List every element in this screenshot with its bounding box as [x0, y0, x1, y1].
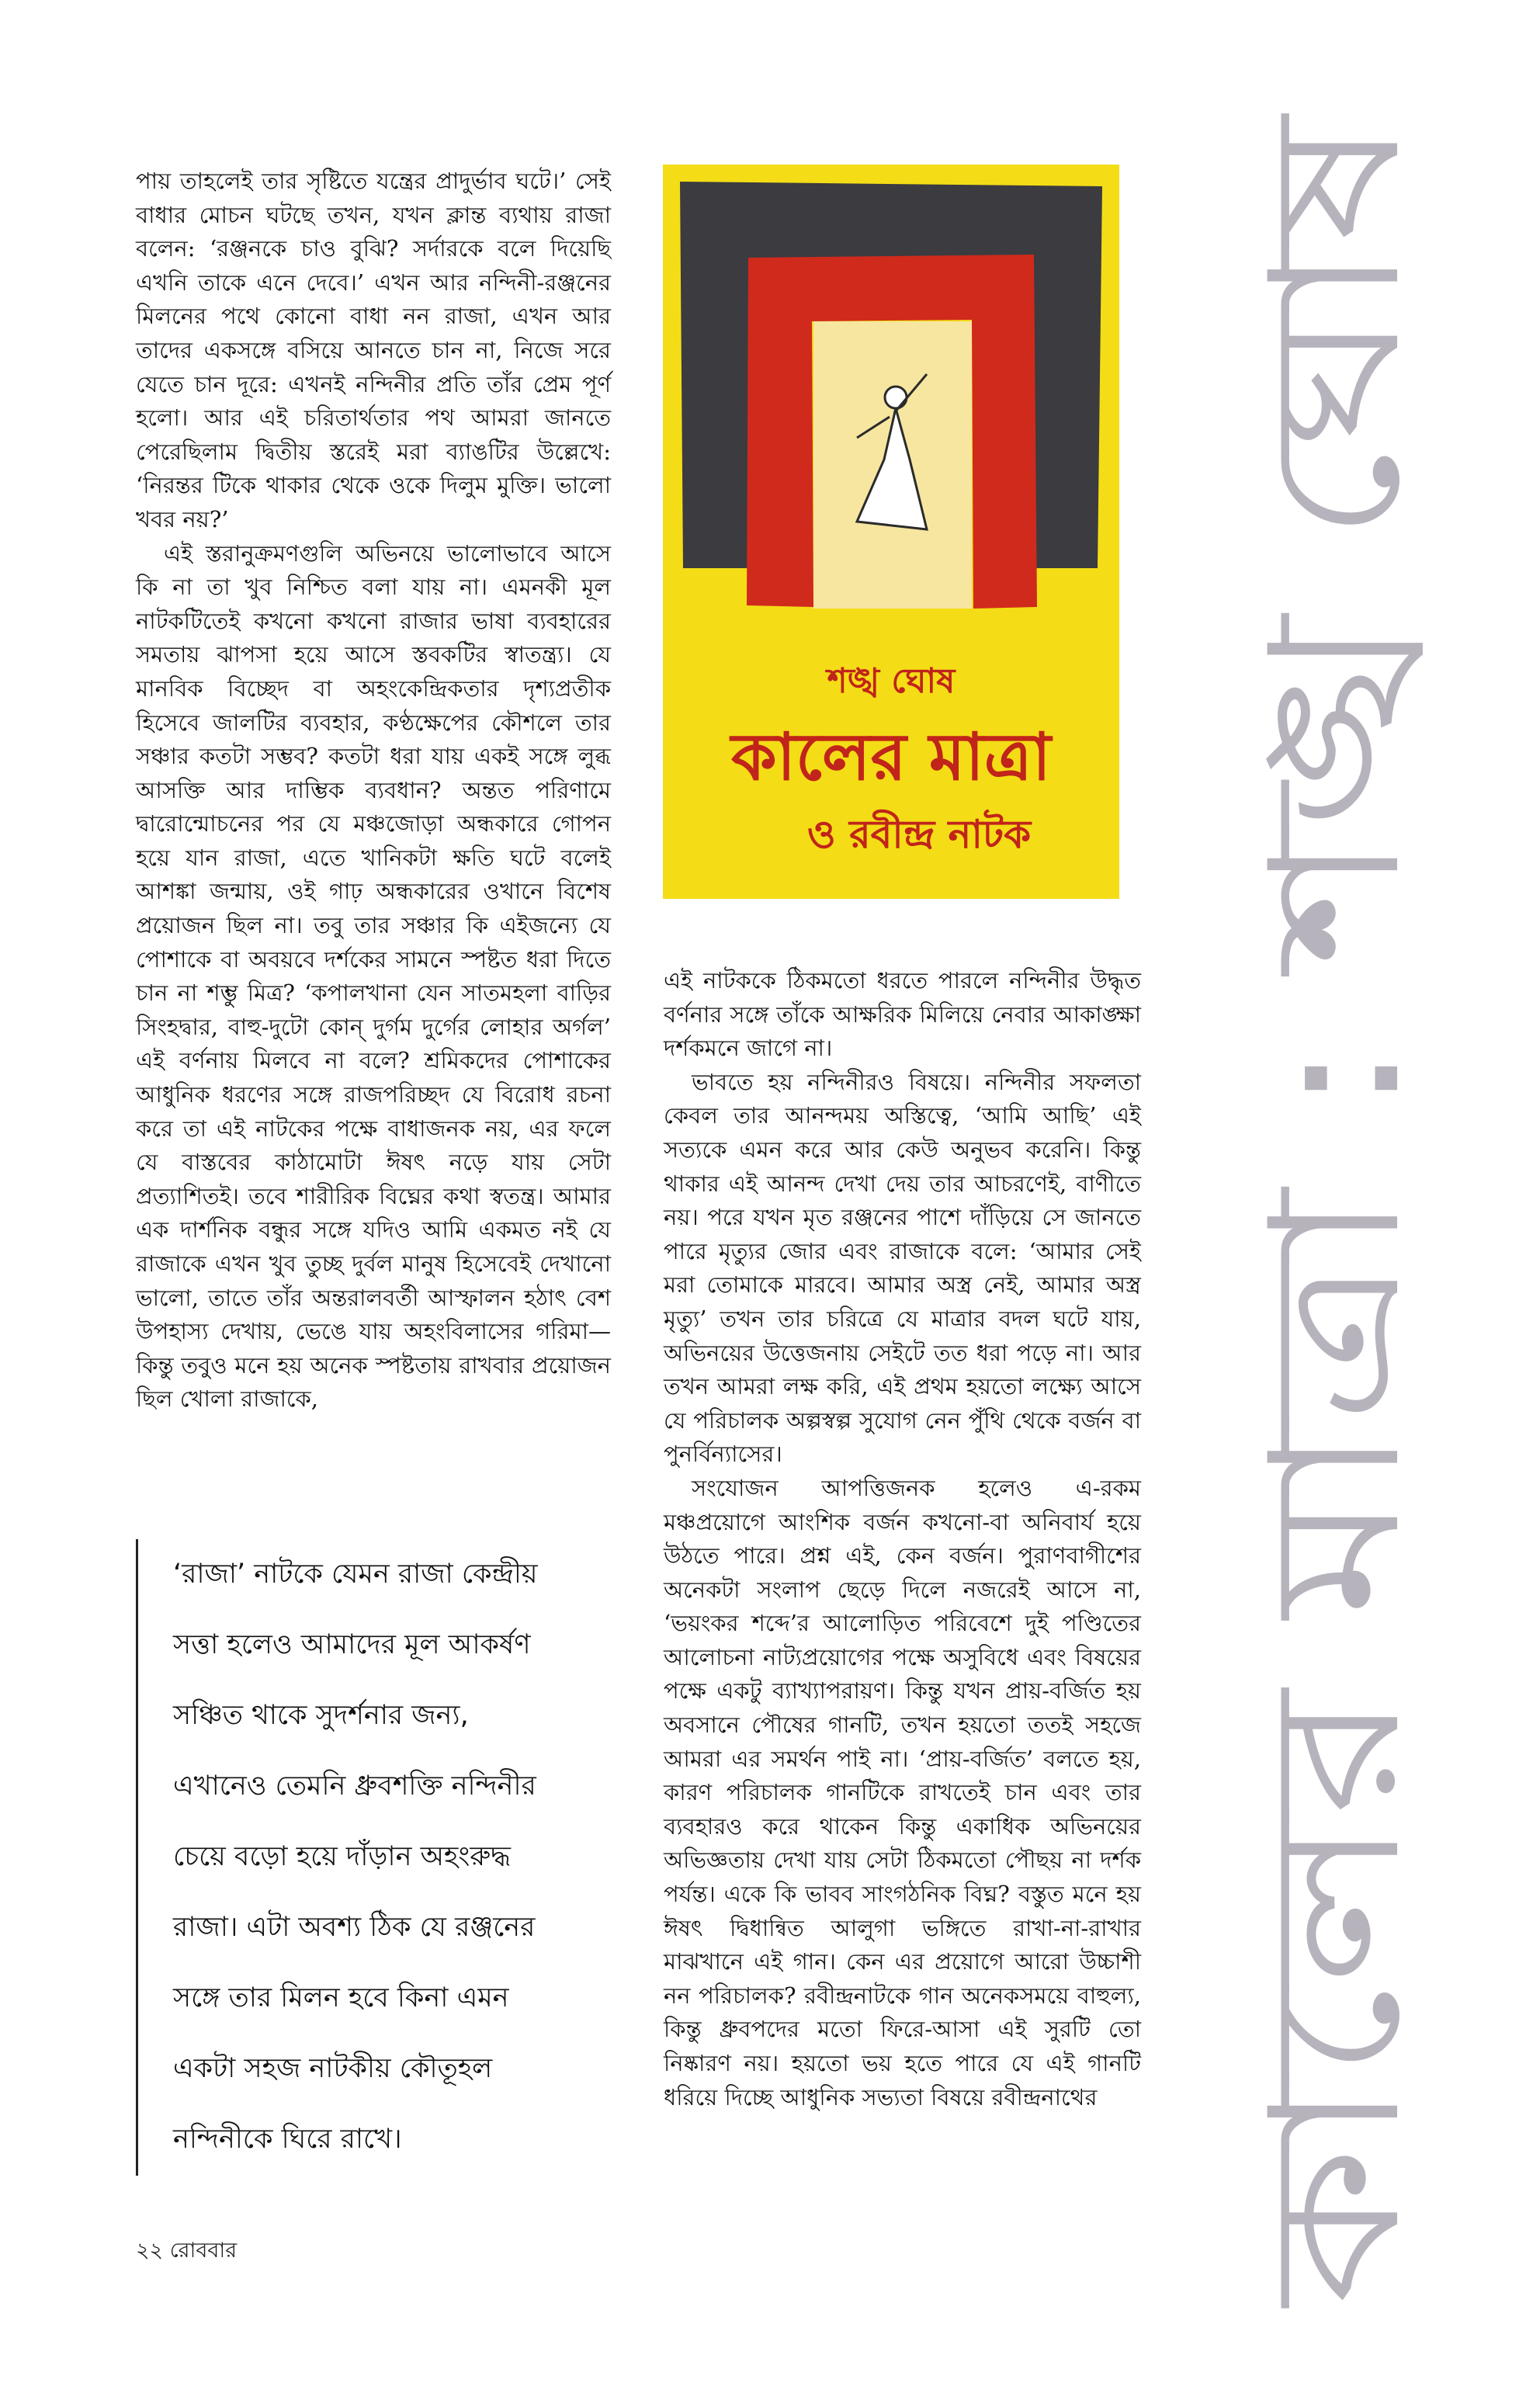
pull-quote-line: একটা সহজ নাটকীয় কৌতূহল: [173, 2053, 493, 2084]
pull-quote-line: ‘রাজা’ নাটকে যেমন রাজা কেন্দ্রীয়: [173, 1559, 538, 1590]
cover-author: শঙ্খ ঘোষ: [827, 661, 956, 701]
side-title-art: [1242, 85, 1483, 2321]
pull-quote-line: সঙ্গে তার মিলন হবে কিনা এমন: [173, 1982, 509, 2013]
paragraph: এই নাটককে ঠিকমতো ধরতে পারলে নন্দিনীর উদ্ধৃত বর্ণনার সঙ্গে তাঁকে আক্ষরিক মিলিয়ে নেবার আকাঙ্ক্ষা দর্শকমনে জাগে না।: [664, 967, 1141, 1062]
pull-quote-line: রাজা। এটা অবশ্য ঠিক যে রঞ্জনের: [173, 1912, 536, 1943]
pull-quote-line: সত্তা হলেও আমাদের মূল আকর্ষণ: [173, 1629, 531, 1660]
side-title-text: কালের মাত্রা : শঙ্খ ঘোষ: [1242, 598, 1440, 2305]
left-column-text: [136, 165, 611, 1417]
pull-quote-line: নন্দিনীকে ঘিরে রাখে।: [173, 2124, 402, 2155]
cover-subtitle: ও রবীন্দ্র নাটক: [806, 812, 1032, 857]
pull-quote-line: চেয়ে বড়ো হয়ে দাঁড়ান অহংরুদ্ধ: [173, 1841, 511, 1872]
page-footer: ২২ রোববার: [136, 2239, 238, 2263]
pull-quote: [136, 1539, 612, 2176]
cover-title: কালের মাত্রা: [731, 719, 1051, 795]
side-title-calligraphy: [1242, 85, 1483, 2321]
paragraph: পায় তাহলেই তার সৃষ্টিতে যন্ত্রের প্রাদুর্ভাব ঘটে।’ সেই বাধার মোচন ঘটছে তখন, যখন ক্লান্ত ব্যথায় রাজা বলেন: ‘রঞ্জনকে চাও বুঝি? সর্দারকে বলে দিয়েছি এখনি তাকে এনে দেবে।’ এখন আর নন্দিনী-রঞ্জনের মিলনের পথে কোনো বাধা নন রাজা, এখন আর তাদের একসঙ্গে বসিয়ে আনতে চান না, নিজে সরে যেতে চান দূরে: এখনই নন্দিনীর প্রতি তাঁর প্রেম পূর্ণ হলো। আর এই চরিতার্থতার পথ আমরা জানতে পেরেছিলাম দ্বিতীয় স্তরেই মরা ব্যাঙটির উল্লেখে: ‘নিরন্তর টিকে থাকার থেকে ওকে দিলুম মুক্তি। ভালো খবর নয়?’: [136, 168, 611, 532]
paragraph: সংযোজন আপত্তিজনক হলেও এ-রকম মঞ্চপ্রয়োগে আংশিক বর্জন কখনো-বা অনিবার্য হয়ে উঠতে পারে। প্রশ্ন এই, কেন বর্জন। পুরাণবাগীশের অনেকটা সংলাপ ছেড়ে দিলে নজরেই আসে না, ‘ভয়ংকর শব্দে’র আলোড়িত পরিবেশে দুই পণ্ডিতের আলোচনা নাট্যপ্রয়োগের পক্ষে অসুবিধে এবং বিষয়ের পক্ষে একটু ব্যাখ্যাপরায়ণ। কিন্তু যখন প্রায়-বর্জিত হয় অবসানে পৌষের গানটি, তখন হয়তো ততই সহজে আমরা এর সমর্থন পাই না। ‘প্রায়-বর্জিত’ বলতে হয়, কারণ পরিচালক গানটিকে রাখতেই চান এবং তার ব্যবহারও করে থাকেন কিন্তু একাধিক অভিনয়ের অভিজ্ঞতায় দেখা যায় সেটা ঠিকমতো পৌছয় না দর্শক পর্যন্ত। একে কি ভাবব সাংগঠনিক বিঘ্ন? বস্তুত মনে হয় ঈষৎ দ্বিধান্বিত আলুগা ভঙ্গিতে রাখা-না-রাখার মাঝখানে এই গান। কেন এর প্রয়োগে আরো উচ্চাশী নন পরিচালক? রবীন্দ্রনাটকে গান অনেকসময়ে বাহুল্য, কিন্তু ধ্রুবপদের মতো ফিরে-আসা এই সুরটি তো নিষ্কারণ নয়। হয়তো ভয় হতে পারে যে এই গানটি ধরিয়ে দিচ্ছে আধুনিক সভ্যতা বিষয়ে রবীন্দ্রনাথের: [664, 1474, 1141, 2110]
book-cover-image: [663, 165, 1119, 899]
paragraph: ভাবতে হয় নন্দিনীরও বিষয়ে। নন্দিনীর সফলতা কেবল তার আনন্দময় অস্তিত্বে, ‘আমি আছি’ এই সত্যকে এমন করে আর কেউ অনুভব করেনি। কিন্তু থাকার এই আনন্দ দেখা দেয় তার আচরণেই, বাণীতে নয়। পরে যখন মৃত রঞ্জনের পাশে দাঁড়িয়ে সে জানতে পারে মৃত্যুর জোর এবং রাজাকে বলে: ‘আমার সেই মরা তোমাকে মারবে। আমার অস্ত্র নেই, আমার অস্ত্র মৃত্যু’ তখন তার চরিত্রে যে মাত্রার বদল ঘটে যায়, অভিনয়ের উত্তেজনায় সেইটে তত ধরা পড়ে না। আর তখন আমরা লক্ষ করি, এই প্রথম হয়তো লক্ষ্যে আসে যে পরিচালক অল্পস্বল্প সুযোগ নেন পুঁথি থেকে বর্জন বা পুনর্বিন্যাসের।: [664, 1068, 1141, 1468]
pull-quote-line: সঞ্চিত থাকে সুদর্শনার জন্য,: [173, 1700, 469, 1731]
paragraph: এই স্তরানুক্রমণগুলি অভিনয়ে ভালোভাবে আসে কি না তা খুব নিশ্চিত বলা যায় না। এমনকী মূল নাটকটিতেই কখনো কখনো রাজার ভাষা ব্যবহারের সমতায় ঝাপসা হয়ে আসে স্তবকটির স্বাতন্ত্র্য। যে মানবিক বিচ্ছেদ বা অহংকেন্দ্রিকতার দৃশ্যপ্রতীক হিসেবে জালটির ব্যবহার, কণ্ঠক্ষেপের কৌশলে তার সঞ্চার কতটা সম্ভব? কতটা ধরা যায় একই সঙ্গে লুব্ধ আসক্তি আর দাম্ভিক ব্যবধান? অন্তত পরিণামে দ্বারোন্মোচনের পর যে মঞ্চজোড়া অন্ধকারে গোপন হয়ে যান রাজা, এতে খানিকটা ক্ষতি ঘটে বলেই আশঙ্কা জন্মায়, ওই গাঢ় অন্ধকারের ওখানে বিশেষ প্রয়োজন ছিল না। তবু তার সঞ্চার কি এইজন্যে যে পোশাকে বা অবয়বে দর্শকের সামনে স্পষ্টত ধরা দিতে চান না শম্ভু মিত্র? ‘কপালখানা যেন সাতমহলা বাড়ির সিংহদ্বার, বাহু-দুটো কোন্ দুর্গম দুর্গের লোহার অর্গল’ এই বর্ণনায় মিলবে না বলে? শ্রমিকদের পোশাকের আধুনিক ধরণের সঙ্গে রাজপরিচ্ছদ যে বিরোধ রচনা করে তা এই নাটকের পক্ষে বাধাজনক নয়, এর ফলে যে বাস্তবের কাঠামোটা ঈষৎ নড়ে যায় সেটা প্রত্যাশিতই। তবে শারীরিক বিঘ্নের কথা স্বতন্ত্র। আমার এক দার্শনিক বন্ধুর সঙ্গে যদিও আমি একমত নই যে রাজাকে এখন খুব তুচ্ছ দুর্বল মানুষ হিসেবেই দেখানো ভালো, তাতে তাঁর অন্তরালবর্তী আস্ফালন হঠাৎ বেশ উপহাস্য দেখায়, ভেঙে যায় অহংবিলাসের গরিমা— কিন্তু তবুও মনে হয় অনেক স্পষ্টতায় রাখবার প্রয়োজন ছিল খোলা রাজাকে,: [136, 539, 611, 1413]
book-cover-art: [663, 165, 1119, 899]
right-column-text: [664, 964, 1141, 2114]
pull-quote-line: এখানেও তেমনি ধ্রুবশক্তি নন্দিনীর: [173, 1770, 536, 1802]
